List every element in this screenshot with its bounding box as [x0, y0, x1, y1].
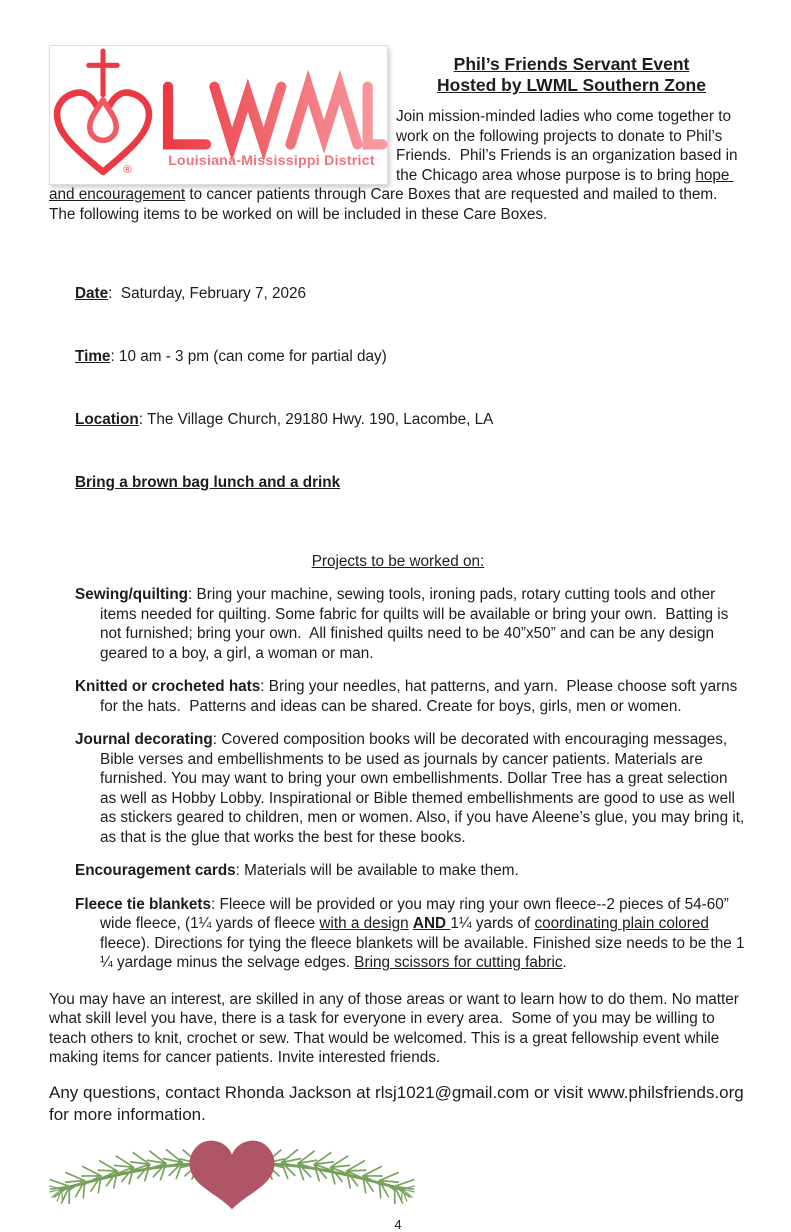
event-details [75, 241, 747, 535]
lunch-note-line: Bring a brown bag lunch and a drink [75, 474, 341, 491]
event-title-line-2: Hosted by LWML Southern Zone [437, 75, 706, 95]
heart-icon [190, 1140, 275, 1209]
projects-heading: Projects to be worked on: [311, 553, 485, 570]
lwml-logo [49, 45, 388, 185]
project-item-hats: Knitted or crocheted hats: Bring your needles, hat patterns, and yarn. Please choose soft yarns for the hats. Patterns and ideas can be shared. Create for boys, girls, men or women. [75, 678, 742, 715]
event-date-line: Date: Saturday, February 7, 2026 [75, 285, 306, 302]
event-location-line: Location: The Village Church, 29180 Hwy. 190, Lacombe, LA [75, 411, 494, 428]
registered-mark: ® [123, 163, 132, 176]
project-item-cards: Encouragement cards: Materials will be available to make them. [75, 862, 519, 879]
project-item-sewing: Sewing/quilting: Bring your machine, sewing tools, ironing pads, rotary cutting tools and other items needed for quilting. Some fabric for quilts will be available or bring your own. Batting is not furnished; bring your own. All finished quilts need to be 40”x50” and can be any design geared to a boy, a girl, a woman or man. [75, 586, 733, 662]
lwml-wordmark [156, 46, 387, 184]
project-item-fleece: Fleece tie blankets: Fleece will be provided or you may ring your own fleece--2 pieces of 54-60” wide fleece, (1¼ yards of fleece with a design AND 1¼ yards of coordinating plain colored fleece). Directions for tying the fleece blankets will be available. Finished size needs to be the 1 ¼ yardage minus the selvage edges. Bring scissors for cutting fabric. [75, 895, 749, 971]
footer-decoration [49, 1128, 747, 1216]
page-number: 4 [394, 1216, 402, 1232]
logo-district-label: Louisiana-Mississippi District [168, 152, 375, 168]
project-item-journal: Journal decorating: Covered composition books will be decorated with encouraging messages, Bible verses and embellishments to be used as journals by cancer patients. Materials are furnished. You may want to bring your own embellishments. Dollar Tree has a great selection as well as Hobby Lobby. Inspirational or Bible themed embellishments are good to use as well as stickers geared to children, men or women. Also, if you have Aleene’s glue, you may bring it, as that is the glue that works the best for these books. [75, 731, 749, 846]
projects-list [75, 585, 747, 973]
contact-paragraph: Any questions, contact Rhonda Jackson at rlsj1021@gmail.com or visit www.philsfriends.org for more information. [49, 1082, 749, 1124]
pine-branches-heart-icon [49, 1128, 415, 1216]
lwml-heart-cross-icon [50, 46, 156, 184]
event-title-line-1: Phil’s Friends Servant Event [453, 54, 690, 74]
closing-paragraph: You may have an interest, are skilled in any of those areas or want to learn how to do them. No matter what skill level you have, there is a task for everyone in every area. Some of you may be willing to teach others to knit, crochet or sew. That would be welcomed. This is a great fellowship event while making items for cancer patients. Invite interested friends. [49, 990, 744, 1066]
event-time-line: Time: 10 am - 3 pm (can come for partial day) [75, 348, 387, 365]
header [49, 45, 747, 224]
intro-paragraph: Join mission-minded ladies who come together to work on the following projects to donate to Phil’s Friends. Phil’s Friends is an organization based in the Chicago area whose purpose is to bring hope and encouragement to cancer patients through Care Boxes that are requested and mailed to them. The following items to be worked on will be included in these Care Boxes. [49, 108, 742, 223]
